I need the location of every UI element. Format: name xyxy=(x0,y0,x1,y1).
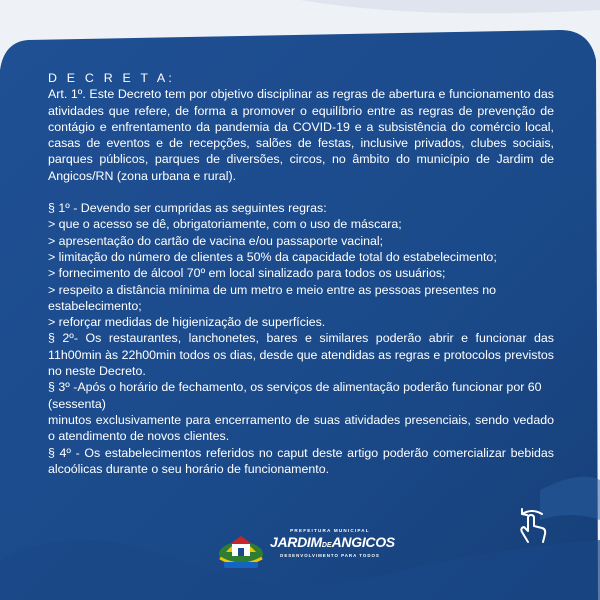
paragraph-3-continued: minutos exclusivamente para encerramento de suas atividades presenciais, sendo vedado o atendimento de novos clientes. xyxy=(48,412,554,444)
rule-item: > respeito a distância mínima de um metro e meio entre as pessoas presentes no estabelecimento; xyxy=(48,282,497,313)
paragraph-4: § 4º - Os estabelecimentos referidos no caput deste artigo poderão comercializar bebidas alcoólicas durante o seu horário de funcionamento. xyxy=(48,445,554,476)
article-1: Art. 1º. Este Decreto tem por objetivo disciplinar as regras de abertura e funcionamento das atividades que refere, de forma a promover o equilíbrio entre as regras de prevenção de contágio e enfrentamento da pandemia da COVID-19 e a subsistência do comércio local, casas de eventos e de recepções, salões de festas, inclusive privados, clubes sociais, parques públicos, parques de diversões, circos, no âmbito do município de Jardim de Angicos/RN (zona urbana e rural). xyxy=(48,87,554,183)
decree-heading: D E C R E T A: xyxy=(48,71,175,85)
municipal-logo xyxy=(214,524,395,574)
rule-item: > fornecimento de álcool 70º em local sinalizado para todos os usuários; xyxy=(48,266,446,281)
paragraph-1-title: § 1º - Devendo ser cumpridas as seguintes regras: xyxy=(48,201,327,216)
paragraph-2: § 2º- Os restaurantes, lanchonetes, bares e similares poderão abrir e funcionar das 11h00min às 22h00min todos os dias, desde que atendidas as regras e protocolos previstos no neste Decreto. xyxy=(48,331,554,379)
logo-top-text: PREFEITURA MUNICIPAL xyxy=(290,528,370,533)
decree-text xyxy=(48,70,554,477)
municipal-emblem-icon xyxy=(214,524,268,574)
rule-item: > apresentação do cartão de vacina e/ou passaporte vacinal; xyxy=(48,233,384,248)
logo-main-text: JARDIMDEANGICOS xyxy=(270,534,395,550)
swipe-hand-icon[interactable] xyxy=(514,506,554,546)
logo-tagline: DESENVOLVIMENTO PARA TODOS xyxy=(280,553,380,558)
paragraph-3: § 3º -Após o horário de fechamento, os serviços de alimentação poderão funcionar por 60 (sessenta) xyxy=(48,380,542,411)
rule-item: > reforçar medidas de higienização de superfícies. xyxy=(48,315,326,330)
rule-item: > limitação do número de clientes a 50% da capacidade total do estabelecimento; xyxy=(48,249,497,264)
rule-item: > que o acesso se dê, obrigatoriamente, com o uso de máscara; xyxy=(48,217,402,232)
